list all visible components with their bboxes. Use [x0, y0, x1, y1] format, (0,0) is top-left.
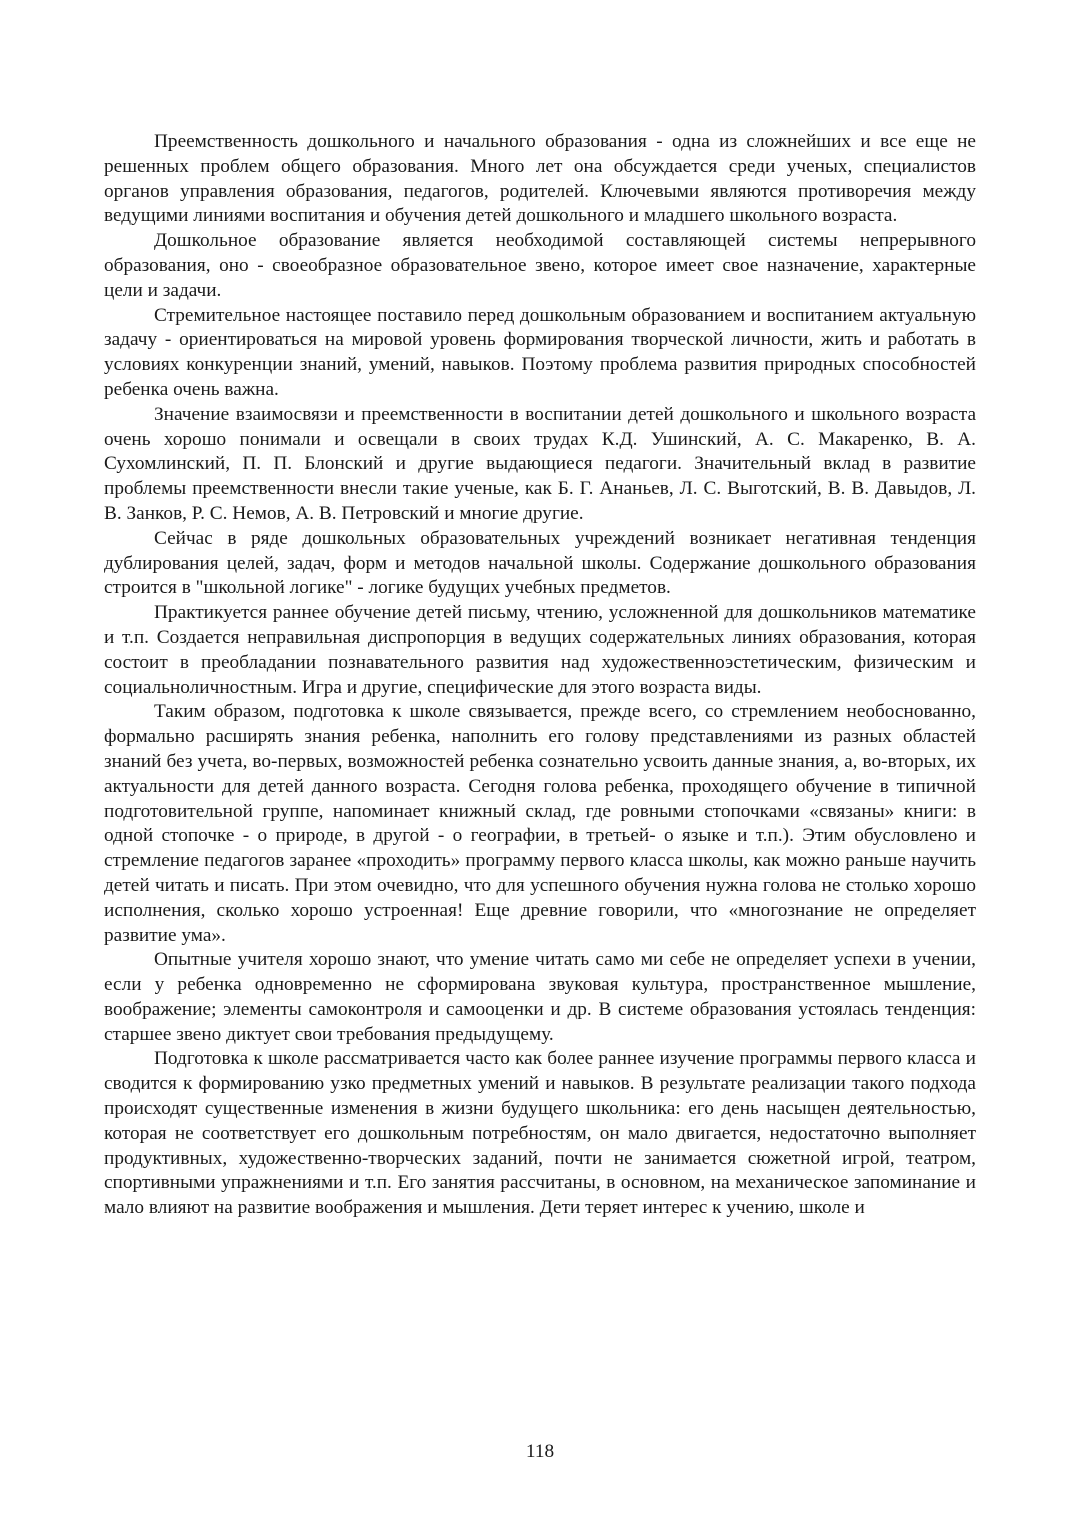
paragraph: Сейчас в ряде дошкольных образовательных учреждений возникает негативная тенденция дублирования целей, задач, форм и методов начальной школы. Содержание дошкольного образования строится в "школьной логике" - логике будущих учебных предметов.: [104, 527, 976, 599]
paragraph: Значение взаимосвязи и преемственности в воспитании детей дошкольного и школьного возраста очень хорошо понимали и освещали в своих трудах К.Д. Ушинский, А. С. Макаренко, В. А. Сухомлинский, П. П. Блонский и другие выдающиеся педагоги. Значительный вклад в развитие проблемы преемственности внесли такие ученые, как Б. Г. Ананьев, Л. С. Выготский, В. В. Давыдов, Л. В. Занков, Р. С. Немов, А. В. Петровский и многие другие.: [104, 403, 976, 524]
paragraph: Подготовка к школе рассматривается часто как более раннее изучение программы первого класса и сводится к формированию узко предметных умений и навыков. В результате реализации такого подхода происходят существенные изменения в жизни будущего школьника: его день насыщен деятельностью, которая не соответствует его дошкольным потребностям, он мало двигается, недостаточно выполняет продуктивных, художественно-творческих заданий, почти не занимается сюжетной игрой, театром, спортивными упражнениями и т.п. Его занятия рассчитаны, в основном, на механическое запоминание и мало влияют на развитие воображения и мышления. Дети теряет интерес к учению, школе и: [104, 1048, 976, 1219]
page-number: 118: [525, 1441, 555, 1462]
paragraph: Практикуется раннее обучение детей письму, чтению, усложненной для дошкольников математике и т.п. Создается неправильная диспропорция в ведущих содержательных линиях образования, которая состоит в преобладании познавательного развития над художественноэстетическим, физическим и социальноличностным. Игра и другие, специфические для этого возраста виды.: [104, 602, 976, 698]
paragraph: Преемственность дошкольного и начального образования - одна из сложнейших и все еще не решенных проблем общего образования. Много лет она обсуждается среди ученых, специалистов органов управления образования, педагогов, родителей. Ключевыми являются противоречия между ведущими линиями воспитания и обучения детей дошкольного и младшего школьного возраста.: [104, 131, 976, 227]
paragraph: Стремительное настоящее поставило перед дошкольным образованием и воспитанием актуальную задачу - ориентироваться на мировой уровень формирования творческой личности, жить и работать в условиях конкуренции знаний, умений, навыков. Поэтому проблема развития природных способностей ребенка очень важна.: [104, 304, 976, 400]
paragraph: Дошкольное образование является необходимой составляющей системы непрерывного образования, оно - своеобразное образовательное звено, которое имеет свое назначение, характерные цели и задачи.: [104, 230, 976, 301]
paragraph: Опытные учителя хорошо знают, что умение читать само ми себе не определяет успехи в учении, если у ребенка одновременно не сформирована звуковая культура, пространственное мышление, воображение; элементы самоконтроля и самооценки и др. В системе образования устоялась тенденция: старшее звено диктует свои требования предыдущему.: [104, 949, 976, 1045]
document-body: [104, 130, 976, 1221]
paragraph: Таким образом, подготовка к школе связывается, прежде всего, со стремлением необоснованно, формально расширять знания ребенка, наполнить его голову представлениями из разных областей знаний без учета, во-первых, возможностей ребенка сознательно усвоить данные знания, а, во-вторых, их актуальности для детей данного возраста. Сегодня голова ребенка, проходящего обучение в типичной подготовительной группе, напоминает книжный склад, где ровными стопочками «связаны» книги: в одной стопочке - о природе, в другой - о географии, в третьей- о языке и т.п.). Этим обусловлено и стремление педагогов заранее «проходить» программу первого класса школы, как можно раньше научить детей читать и писать. При этом очевидно, что для успешного обучения нужна голова не столько хорошо исполнения, сколько хорошо устроенная! Еще древние говорили, что «многознание не определяет развитие ума».: [104, 701, 976, 946]
